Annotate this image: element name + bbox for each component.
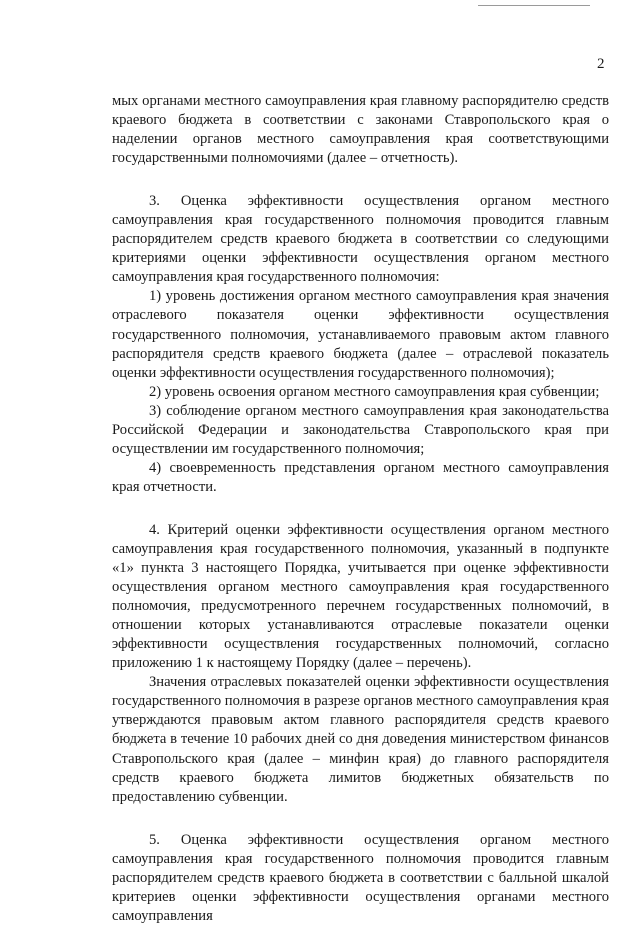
criterion-item-3: 3) соблюдение органом местного самоуправления края законодательства Российской Федерации и законодательства Ставропольского края при осуществлении им государственного полномочия; [112, 402, 609, 457]
criterion-item-4: 4) своевременность представления органом местного самоуправления края отчетности. [112, 459, 609, 495]
paragraph-section-4: 4. Критерий оценки эффективности осуществления органом местного самоуправления края государственного полномочия, указанный в подпункте «1» пункта 3 настоящего Порядка, учитывается при оценке эффективности осуществления органом местного самоуправления края государственного полномочия, предусмотренного перечнем государственных полномочий, в отношении которых устанавливаются отраслевые показатели оценки эффективности осуществления государственных полномочий, согласно приложению 1 к настоящему Порядку (далее – перечень). [112, 521, 609, 672]
paragraph-section-3: 3. Оценка эффективности осуществления органом местного самоуправления края государственного полномочия проводится главным распорядителем средств краевого бюджета в соответствии со следующими критериями оценки эффективности осуществления органом местного самоуправления края государственного полномочия: [112, 193, 609, 286]
paragraph-continuation: мых органами местного самоуправления края главному распорядителю средств краевого бюджета в соответствии с законами Ставропольского края о наделении органов местного самоуправления края соответствующими государственными полномочиями (далее – отчетность). [112, 93, 609, 167]
paragraph-section-5: 5. Оценка эффективности осуществления органом местного самоуправления края государственного полномочия проводится главным распорядителем средств краевого бюджета в соответствии с балльной шкалой критериев оценки эффективности осуществления органами местного самоуправления [112, 831, 609, 924]
page-number: 2 [597, 56, 605, 72]
criterion-item-2: 2) уровень освоения органом местного самоуправления края субвенции; [149, 383, 600, 400]
criterion-item-1: 1) уровень достижения органом местного самоуправления края значения отраслевого показателя оценки эффективности осуществления государственного полномочия, устанавливаемого правовым актом главного распорядителя средств краевого бюджета (далее – отраслевой показатель оценки эффективности осуществления государственного полномочия); [112, 288, 609, 381]
header-rule [478, 5, 590, 6]
document-body [112, 92, 609, 926]
paragraph-indicator-values: Значения отраслевых показателей оценки эффективности осуществления государственного полномочия в разрезе органов местного самоуправления края утверждаются правовым актом главного распорядителя средств краевого бюджета в течение 10 рабочих дней со дня доведения министерством финансов Ставропольского края (далее – минфин края) до главного распорядителя средств краевого бюджета лимитов бюджетных обязательств по предоставлению субвенции. [112, 674, 609, 805]
